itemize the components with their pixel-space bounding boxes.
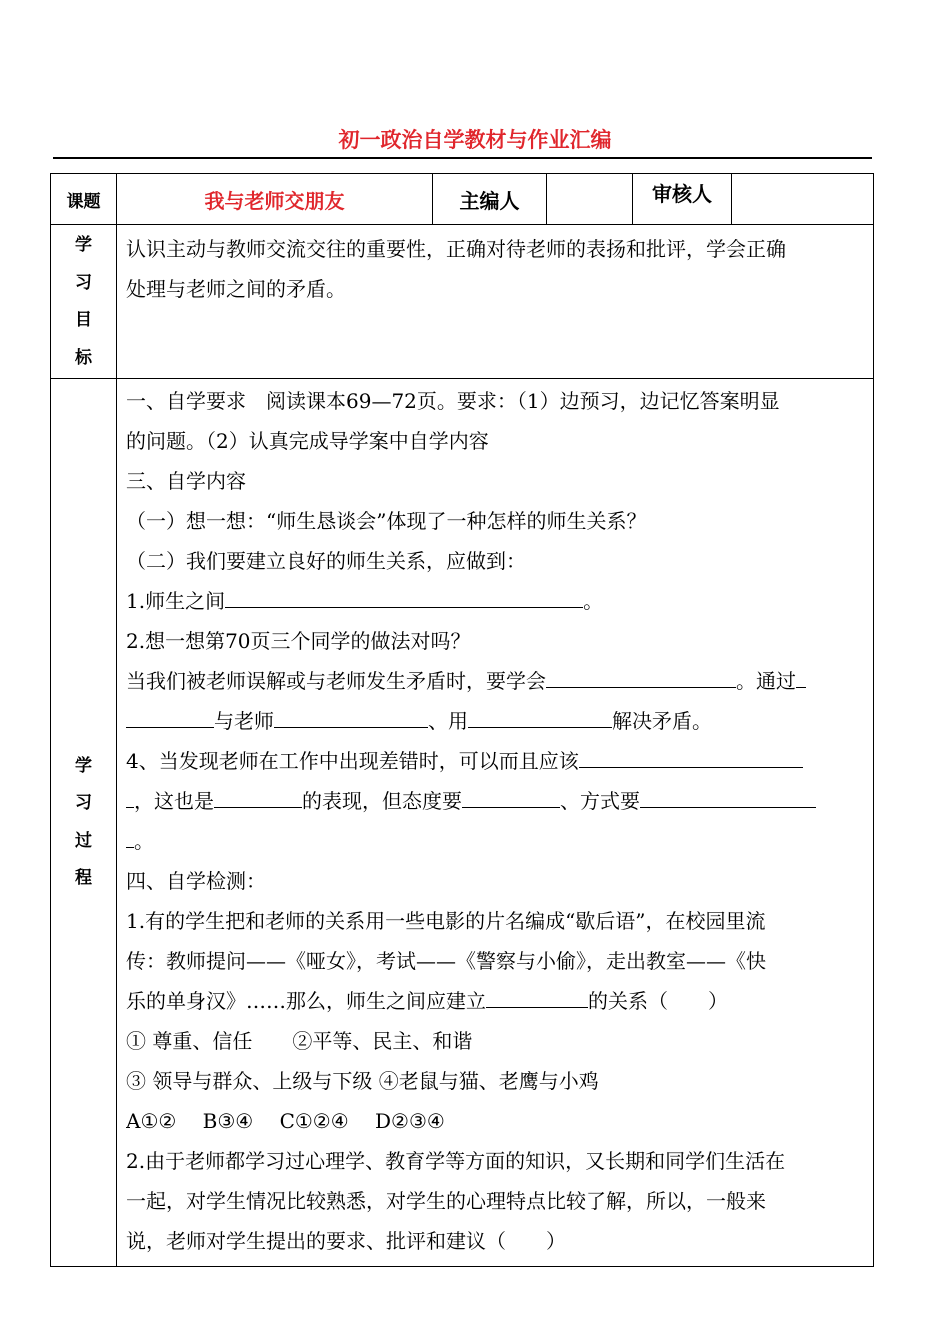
process-line [126,581,865,621]
process-line: 三、自学内容 [126,469,246,493]
reviewer-label: 审核人 [633,174,732,225]
process-line: ① 尊重、信任 ②平等、民主、和谐 [126,1029,473,1053]
process-line: （一）想一想：“师生恳谈会”体现了一种怎样的师生关系？ [126,509,647,533]
objective-line: 处理与老师之间的矛盾。 [126,277,346,301]
process-label-char: 过 [75,830,92,851]
process-line: 一起，对学生情况比较熟悉，对学生的心理特点比较了解，所以，一般来 [126,1189,766,1213]
fill-text: 。 [134,829,154,853]
process-label [51,379,117,1267]
process-text [117,379,874,1267]
process-line: 传：教师提问——《哑女》，考试——《警察与小偷》，走出教室——《快 [126,949,766,973]
answer-blank [225,585,583,608]
objective-label-char: 学 [75,235,92,255]
answer-blank [579,745,803,768]
fill-text: 的关系（ ） [588,989,728,1013]
process-line: 2.想一想第70页三个同学的做法对吗？ [126,629,471,653]
process-line [126,781,865,821]
objective-label-char: 习 [75,272,92,293]
process-line [126,701,865,741]
process-line [126,741,865,781]
editor-label: 主编人 [433,174,547,225]
process-label-char: 学 [75,755,92,776]
lesson-table [50,173,874,1267]
editor-value [547,174,633,225]
fill-text: 。 [583,589,604,613]
process-label-char: 程 [75,868,92,888]
answer-blank [126,705,214,728]
process-line: A①② B③④ C①②④ D②③④ [126,1109,445,1133]
topic-label: 课题 [51,174,117,225]
fill-text: 。通过 [736,669,796,693]
process-line: 1.有的学生把和老师的关系用一些电影的片名编成“歇后语”，在校园里流 [126,909,766,933]
process-line [126,821,865,861]
title-rule [53,157,872,159]
process-row [51,379,874,1267]
process-line: 2.由于老师都学习过心理学、教育学等方面的知识，又长期和同学们生活在 [126,1149,786,1173]
header-row [51,174,874,225]
objective-label-char: 标 [75,347,92,368]
answer-blank [126,825,134,848]
objective-text [117,225,874,379]
process-line: 说，老师对学生提出的要求、批评和建议（ ） [126,1229,566,1253]
fill-text: ，这也是 [134,789,214,813]
fill-text: 4、当发现老师在工作中出现差错时，可以而且应该 [126,749,579,773]
fill-text: 1.师生之间 [126,589,226,613]
process-line: （二）我们要建立良好的师生关系，应做到： [126,549,526,573]
document-title: 初一政治自学教材与作业汇编 [338,127,612,152]
process-line [126,661,865,701]
fill-text: 的表现，但态度要 [302,789,462,813]
answer-blank [486,985,588,1008]
answer-blank [214,785,302,808]
objective-row [51,225,874,379]
process-line: 四、自学检测： [126,869,266,893]
topic-value: 我与老师交朋友 [117,174,433,225]
fill-text: 乐的单身汉》……那么，师生之间应建立 [126,989,486,1013]
process-line: ③ 领导与群众、上级与下级 ④老鼠与猫、老鹰与小鸡 [126,1069,599,1093]
process-line [126,981,865,1021]
fill-text: 、用 [428,709,468,733]
answer-blank [640,785,816,808]
answer-blank [796,665,806,688]
answer-blank [126,785,134,808]
fill-text: 、方式要 [560,789,640,813]
process-line: 一、自学要求 阅读课本69—72页。要求：（1）边预习，边记忆答案明显 [126,389,780,413]
reviewer-value [732,174,874,225]
answer-blank [546,665,736,688]
process-label-char: 习 [75,793,92,813]
answer-blank [274,705,428,728]
answer-blank [462,785,560,808]
objective-line: 认识主动与教师交流交往的重要性，正确对待老师的表扬和批评，学会正确 [126,237,786,261]
fill-text: 与老师 [214,709,274,733]
answer-blank [468,705,612,728]
objective-label [51,225,117,379]
fill-text: 当我们被老师误解或与老师发生矛盾时，要学会 [126,669,546,693]
process-line: 的问题。（2）认真完成导学案中自学内容 [126,429,489,453]
objective-label-char: 目 [75,310,92,330]
fill-text: 解决矛盾。 [612,709,712,733]
